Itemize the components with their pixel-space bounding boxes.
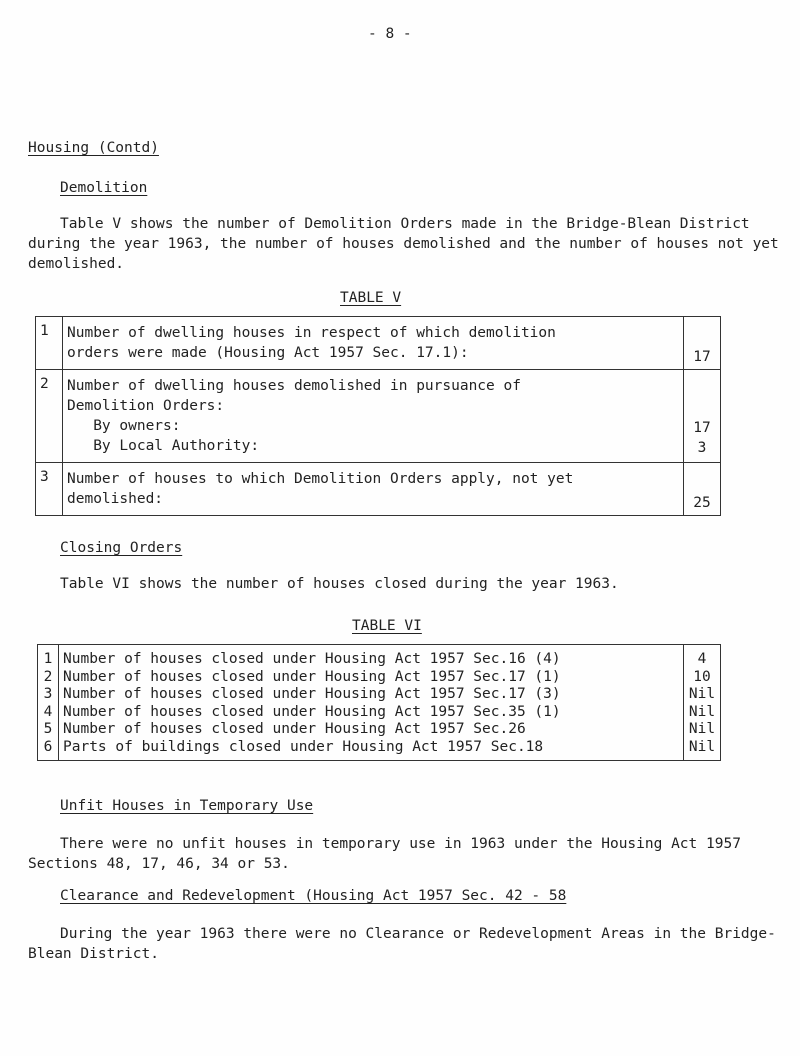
row-description: Number of houses to which Demolition Orders apply, not yet demolished: xyxy=(63,463,684,516)
demolition-heading: Demolition xyxy=(60,180,148,196)
table-v xyxy=(35,316,721,516)
table-v-row xyxy=(36,463,721,516)
table-v-row xyxy=(36,317,721,370)
section-title: Housing (Contd) xyxy=(28,140,159,156)
row-description: Number of houses closed under Housing Act 1957 Sec.16 (4) xyxy=(59,645,684,669)
row-value: 17 xyxy=(684,317,721,370)
row-number: 1 xyxy=(38,645,59,669)
table-vi-row xyxy=(38,669,721,687)
row-value: 4 xyxy=(684,645,721,669)
clearance-heading: Clearance and Redevelopment (Housing Act 1957 Sec. 42 - 58 xyxy=(60,888,567,904)
row-number: 6 xyxy=(38,739,59,761)
closing-heading: Closing Orders xyxy=(60,540,183,556)
closing-intro: Table VI shows the number of houses closed during the year 1963. xyxy=(60,576,619,592)
table-vi-row xyxy=(38,704,721,722)
row-number: 2 xyxy=(38,669,59,687)
row-description: Number of houses closed under Housing Act 1957 Sec.17 (1) xyxy=(59,669,684,687)
row-value: 10 xyxy=(684,669,721,687)
row-number: 3 xyxy=(38,686,59,704)
row-value: 17 3 xyxy=(684,370,721,463)
table-vi-row xyxy=(38,721,721,739)
row-value: Nil xyxy=(684,704,721,722)
row-value: Nil xyxy=(684,721,721,739)
table-vi-row xyxy=(38,645,721,669)
row-number: 2 xyxy=(36,370,63,463)
unfit-heading: Unfit Houses in Temporary Use xyxy=(60,798,314,814)
table-vi-row xyxy=(38,739,721,761)
row-number: 3 xyxy=(36,463,63,516)
row-description: Number of houses closed under Housing Act 1957 Sec.17 (3) xyxy=(59,686,684,704)
unfit-text: There were no unfit houses in temporary use in 1963 under the Housing Act 1957 Sections 48, 17, 46, 34 or 53. xyxy=(28,836,741,872)
table-vi-row xyxy=(38,686,721,704)
table-vi-title: TABLE VI xyxy=(352,618,422,634)
table-v-title: TABLE V xyxy=(340,290,402,306)
row-value: Nil xyxy=(684,739,721,761)
row-number: 5 xyxy=(38,721,59,739)
row-number: 1 xyxy=(36,317,63,370)
row-description: Number of houses closed under Housing Act 1957 Sec.35 (1) xyxy=(59,704,684,722)
page-number: - 8 - xyxy=(368,26,412,42)
row-description: Number of dwelling houses in respect of which demolition orders were made (Housing Act 1957 Sec. 17.1): xyxy=(63,317,684,370)
table-vi xyxy=(37,644,721,761)
row-number: 4 xyxy=(38,704,59,722)
row-description: Number of dwelling houses demolished in pursuance of Demolition Orders: By owners: By Local Authority: xyxy=(63,370,684,463)
clearance-text: During the year 1963 there were no Clearance or Redevelopment Areas in the Bridge-Blean District. xyxy=(28,926,776,962)
row-description: Parts of buildings closed under Housing Act 1957 Sec.18 xyxy=(59,739,684,761)
row-value: Nil xyxy=(684,686,721,704)
row-value: 25 xyxy=(684,463,721,516)
row-description: Number of houses closed under Housing Act 1957 Sec.26 xyxy=(59,721,684,739)
table-v-row xyxy=(36,370,721,463)
demolition-intro: Table V shows the number of Demolition Orders made in the Bridge-Blean District during the year 1963, the number of houses demolished and the number of houses not yet demolished. xyxy=(28,216,779,272)
